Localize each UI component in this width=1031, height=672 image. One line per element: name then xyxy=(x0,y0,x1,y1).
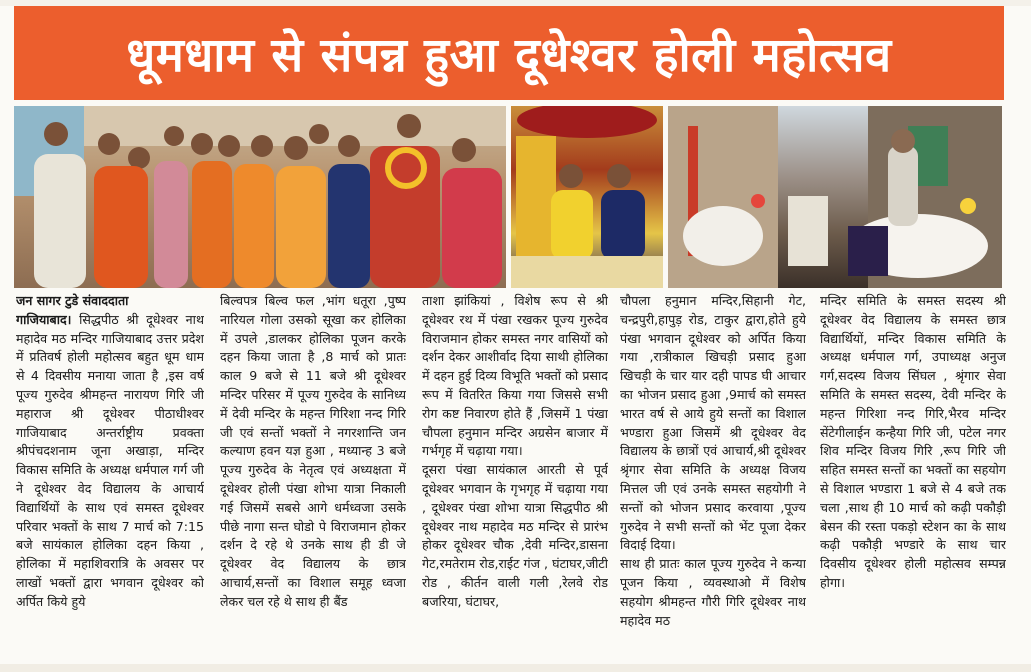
article-column-5 xyxy=(820,292,1006,672)
dateline-place: गाजियाबाद। xyxy=(16,311,72,327)
headline-banner xyxy=(14,6,1004,100)
headline-title: धूमधाम से संपन्न हुआ दूधेश्वर होली महोत्सव xyxy=(126,28,892,83)
column-4-text: चौपला हनुमान मन्दिर,सिहानी गेट, चन्द्रपुरी,हापुड़ रोड, टाकुर द्वारा,होते हुये पंखा भगवान दूधेश्वर को अर्पित किया गया ,रात्रीकाल खिचड़ी प्रसाद हुआ खिचड़ी के चार यार दही पापड घी आचार का भोजन प्रसाद हुआ ,9मार्च को समस्त भारत वर्ष से आये हुये सन्तों का विशाल भण्डारा हुआ जिसमें श्री दूधेश्वर वेद विद्यालय के छात्रों एवं आचार्य,श्री दूधेश्वर श्रृंगार सेवा समिति के अध्यक्ष विजय मित्तल जी एवं उनके समस्त सहयोगी ने सन्तों को भोजन प्रसाद करवाया ,पूज्य गुरुदेव ने सभी सन्तों को भेंट पूजा देकर विदाई दिया। xyxy=(620,293,806,553)
byline: जन सागर टुडे संवाददाता xyxy=(16,293,129,308)
column-3-text: ताशा झांकियां , विशेष रूप से श्री दूधेश्वर रथ में पंखा रखकर पूज्य गुरुदेव विराजमान होकर समस्त नगर वासियों को दर्शन देकर आशीर्वाद दिया साथी होलिका में दहन हुई दिव्य विभूति भक्तों को प्रसाद रूप में वितरित किया गया जिससे सभी रोग कष्ट निवारण होते हैं ,जिसमें 1 पंखा चौपला हनुमान मन्दिर अग्रसेन बाजार में गर्भगृह में चढ़ाया गया। xyxy=(422,293,608,459)
article-column-3 xyxy=(422,292,608,672)
photo-strip xyxy=(14,106,1002,288)
article-column-2 xyxy=(220,292,406,672)
horse-procession-photo xyxy=(668,106,1002,288)
group-photo-illustration xyxy=(14,106,506,288)
article-column-4 xyxy=(620,292,806,672)
group-photo xyxy=(14,106,506,288)
chariot-photo-illustration xyxy=(511,106,663,288)
column-2-text: बिल्वपत्र बिल्व फल ,भांग धतूरा ,पुष्प नारियल गोला उसको सूखा कर होलिका में उपले ,डालकर होलिका पूजन करके दहन किया जाता है ,8 मार्च को प्रातः काल 9 बजे से 11 बजे श्री दूधेश्वर मन्दिर परिसर में पूज्य गुरुदेव के सानिध्य में देवी मन्दिर के महन्त गिरिशा नन्द गिरि जी एवं सन्तों भक्तों ने नगरशान्ति जन कल्याण हवन यज्ञ हुआ , मध्यान्ह 3 बजे पूज्य गुरुदेव के नेतृत्व एवं अध्यक्षता में दूधेश्वर होली पंखा शोभा यात्रा निकाली गई जिसमें सबसे आगे धर्मध्वजा उसके पीछे नागा सन्त घोडो पे विराजमान होकर दर्शन दे रहे थे उनके साथ ही डी जे दूधेश्वर वेद विद्यालय के छात्र आचार्य,सन्तों का विशाल समूह ध्वजा लेकर चल रहे थे साथ ही बैंड xyxy=(220,293,406,609)
chariot-photo xyxy=(511,106,663,288)
column-3-text-2: दूसरा पंखा सायंकाल आरती से पूर्व दूधेश्वर भगवान के गृभगृह में चढ़ाया गया , दूधेश्वर पंखा शोभा यात्रा सिद्धपीठ श्री दूधेश्वर नाथ महादेव मठ मन्दिर से प्रारंभ होकर दूधेश्वर चौक ,देवी मन्दिर,डासना गेट,रमतेराम रोड,राईट गंज , घंटाघर,जीटी रोड , कीर्तन वाली गली ,रेलवे रोड बजरिया, घंटाघर, xyxy=(422,462,608,609)
horse-procession-illustration xyxy=(668,106,1002,288)
bottom-page-strip xyxy=(0,664,1031,672)
column-1-text: सिद्धपीठ श्री दूधेश्वर नाथ महादेव मठ मन्दिर गाजियाबाद उत्तर प्रदेश में प्रतिवर्ष होली महोत्सव बहुत धूम धाम से 4 दिवसीय मनाया जाता है ,इस वर्ष पूज्य गुरुदेव श्रीमहन्त नारायण गिरि जी महाराज श्री दूधेश्वर पीठाधीश्वर गाजियाबाद अन्तर्राष्ट्रीय प्रवक्ता श्रीपंचदशनाम जूना अखाड़ा, मन्दिर विकास समिति के अध्यक्ष धर्मपाल गर्ग जी ने दूधेश्वर वेद विद्यालय के आचार्य विद्यार्थियों के साथ एवं समस्त दूधेश्वर परिवार भक्तों के साथ 7 मार्च को 7:15 बजे सायंकाल होलिका दहन किया , होलिका में महाशिवरात्रि के अवसर पर लाखों भक्तों द्वारा भगवान दूधेश्वर को अर्पित किये हुये xyxy=(16,311,204,609)
article-column-1 xyxy=(16,292,204,672)
article-body xyxy=(14,292,1004,672)
column-4-text-2: साथ ही प्रातः काल पूज्य गुरुदेव ने कन्या पूजन किया , व्यवस्थाओ में विशेष सहयोग श्रीमहन्त गौरी गिरि दूधेश्वर नाथ महादेव मठ xyxy=(620,556,806,628)
column-5-text: मन्दिर समिति के समस्त सदस्य श्री दूधेश्वर वेद विद्यालय के समस्त छात्र विद्यार्थियों, मन्दिर विकास समिति के अध्यक्ष धर्मपाल गर्ग, उपाध्यक्ष अनुज गर्ग,सदस्य विजय सिंघल , श्रृंगार सेवा समिति के समस्त सदस्य, देवी मन्दिर के महन्त गिरिशा नन्द गिरि,भैरव मन्दिर सेंटेगीलाईन कन्हैया गिरि जी, पटेल नगर शिव मन्दिर विजय गिरि ,रूप गिरि जी सहित समस्त सन्तों का भक्तों का सहयोग से विशाल भण्डारा 1 बजे से 4 बजे तक चला ,साथ ही 10 मार्च को कढ़ी पकौड़ी बेसन की रस्ता पकड़ो स्टेशन का के साथ कढ़ी पकौड़ी भण्डारे के साथ चार दिवसीय दूधेश्वर होली महोत्सव सम्पन्न होगा। xyxy=(820,293,1006,590)
